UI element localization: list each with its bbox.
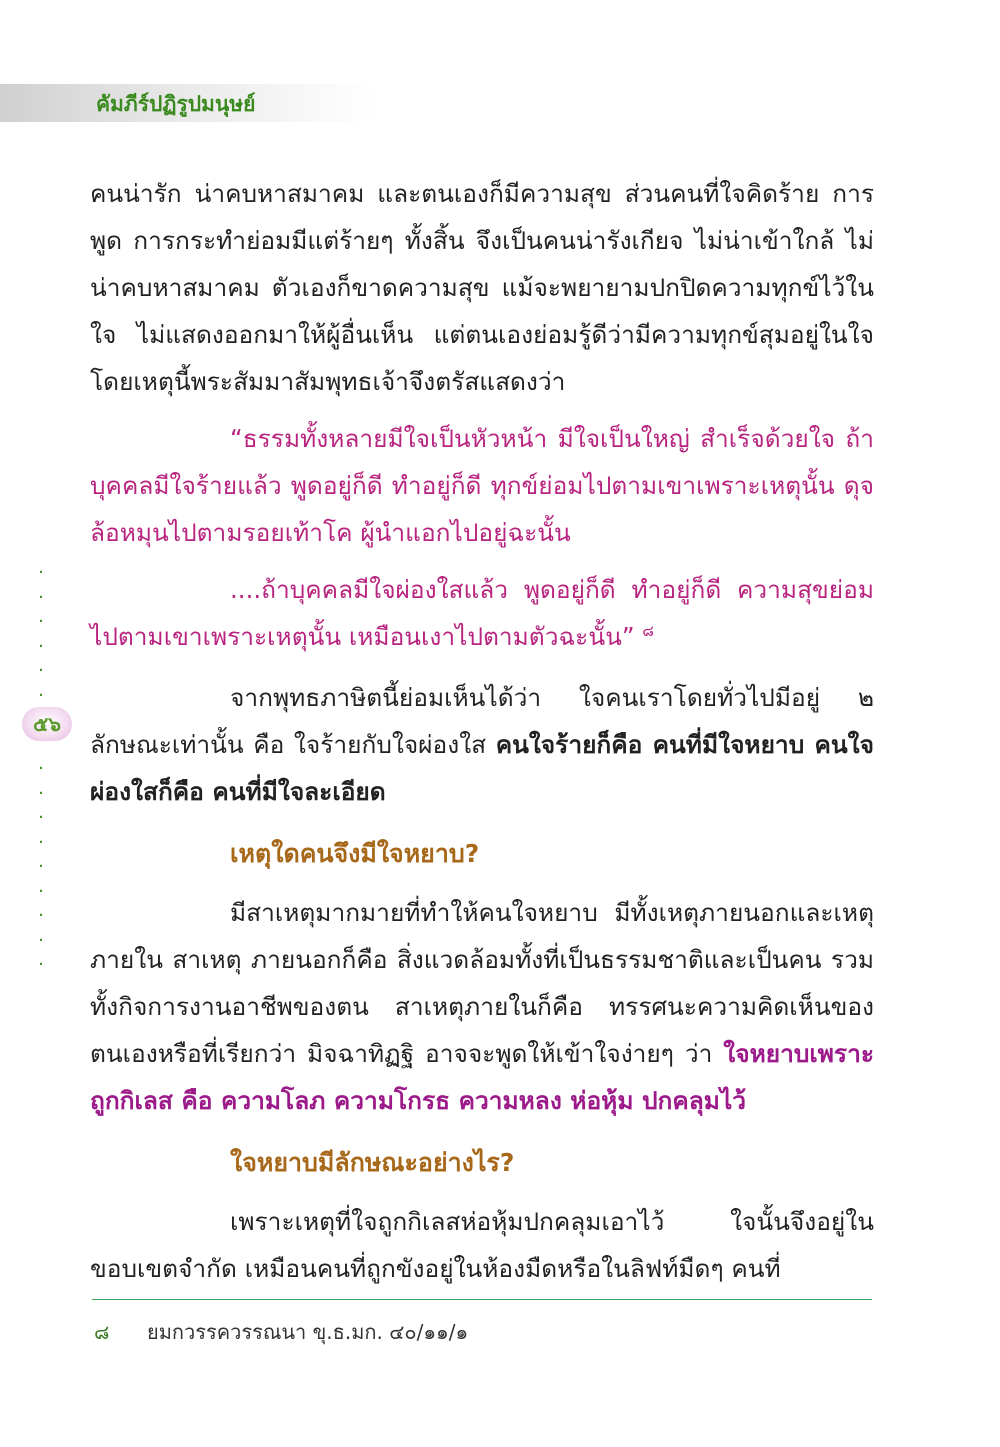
- section-heading-1: เหตุใดคนจึงมีใจหยาบ?: [230, 839, 480, 868]
- quote-paragraph-1: “ธรรมทั้งหลายมีใจเป็นหัวหน้า มีใจเป็นใหญ่ สำเร็จด้วยใจ ถ้าบุคคลมีใจร้ายแล้ว พูดอยู่ก็ดี ทำอยู่ก็ดี ทุกข์ย่อมไปตามเขาเพราะเหตุนั้น ดุจล้อหมุนไปตามรอยเท้าโค ผู้นำแอกไปอยู่ฉะนั้น: [90, 424, 874, 547]
- page-number: ๕๖: [33, 712, 61, 736]
- quote-paragraph-2: [90, 566, 874, 660]
- paragraph-1: คนน่ารัก น่าคบหาสมาคม และตนเองก็มีความสุข ส่วนคนที่ใจคิดร้าย การพูด การกระทำย่อมมีแต่ร้ายๆ ทั้งสิ้น จึงเป็นคนน่ารังเกียจ ไม่น่าเข้าใกล้ ไม่น่าคบหาสมาคม ตัวเองก็ขาดความสุข แม้จะพยายามปกปิดความทุกข์ไว้ในใจ ไม่แสดงออกมาให้ผู้อื่นเห็น แต่ตนเองย่อมรู้ดีว่ามีความทุกข์สุมอยู่ในใจ โดยเหตุนี้พระสัมมาสัมพุทธเจ้าจึงตรัสแสดงว่า: [90, 179, 874, 396]
- paragraph-4: เพราะเหตุที่ใจถูกกิเลสห่อหุ้มปกคลุมเอาไว้ ใจนั้นจึงอยู่ในขอบเขตจำกัด เหมือนคนที่ถูกขังอยู่ในห้องมืดหรือในลิฟท์มืดๆ คนที่: [90, 1207, 874, 1283]
- paragraph-3-emphasis: ใจหยาบเพราะถูกกิเลส คือ ความโลภ ความโกรธ ความหลง ห่อหุ้ม ปกคลุมไว้: [90, 1039, 874, 1115]
- paragraph-2: [90, 674, 874, 815]
- page-number-badge: [22, 707, 72, 741]
- section-heading-2: ใจหยาบมีลักษณะอย่างไร?: [230, 1148, 515, 1177]
- footnote-reference: ยมกวรรควรรณนา ขุ.ธ.มก. ๔๐/๑๑/๑: [147, 1320, 469, 1344]
- quote-2-text: ....ถ้าบุคคลมีใจผ่องใสแล้ว พูดอยู่ก็ดี ทำอยู่ก็ดี ความสุขย่อมไปตามเขาเพราะเหตุนั้น เหมือนเงาไปตามตัวฉะนั้น”: [90, 575, 874, 651]
- footnote-divider: [92, 1299, 872, 1300]
- paragraph-3: [90, 889, 874, 1124]
- footnote-number: ๘: [94, 1320, 110, 1344]
- page-content: [90, 170, 874, 1292]
- paragraph-2-bold: คนใจร้ายก็คือ คนที่มีใจหยาบ คนใจผ่องใสก็คือ คนที่มีใจละเอียด: [90, 730, 875, 806]
- footnote-marker: ๘: [642, 621, 654, 640]
- running-header-title: คัมภีร์ปฏิรูปมนุษย์: [96, 92, 256, 116]
- margin-dots-top: . . . . . .: [38, 557, 44, 701]
- margin-dots-bottom: . . . . . . . . .: [38, 753, 44, 970]
- paragraph-2-text: จากพุทธภาษิตนี้ย่อมเห็นได้ว่า ใจคนเราโดยทั่วไปมีอยู่ ๒ ลักษณะเท่านั้น คือ ใจร้ายกับใจผ่องใส: [90, 683, 874, 759]
- paragraph-3-text: มีสาเหตุมากมายที่ทำให้คนใจหยาบ มีทั้งเหตุภายนอกและเหตุภายใน สาเหตุ ภายนอกก็คือ สิ่งแวดล้อมทั้งที่เป็นธรรมชาติและเป็นคน รวมทั้งกิจการงานอาชีพของตน สาเหตุภายในก็คือ ทรรศนะความคิดเห็นของตนเองหรือที่เรียกว่า มิจฉาทิฏฐิ อาจจะพูดให้เข้าใจง่ายๆ ว่า: [90, 898, 874, 1068]
